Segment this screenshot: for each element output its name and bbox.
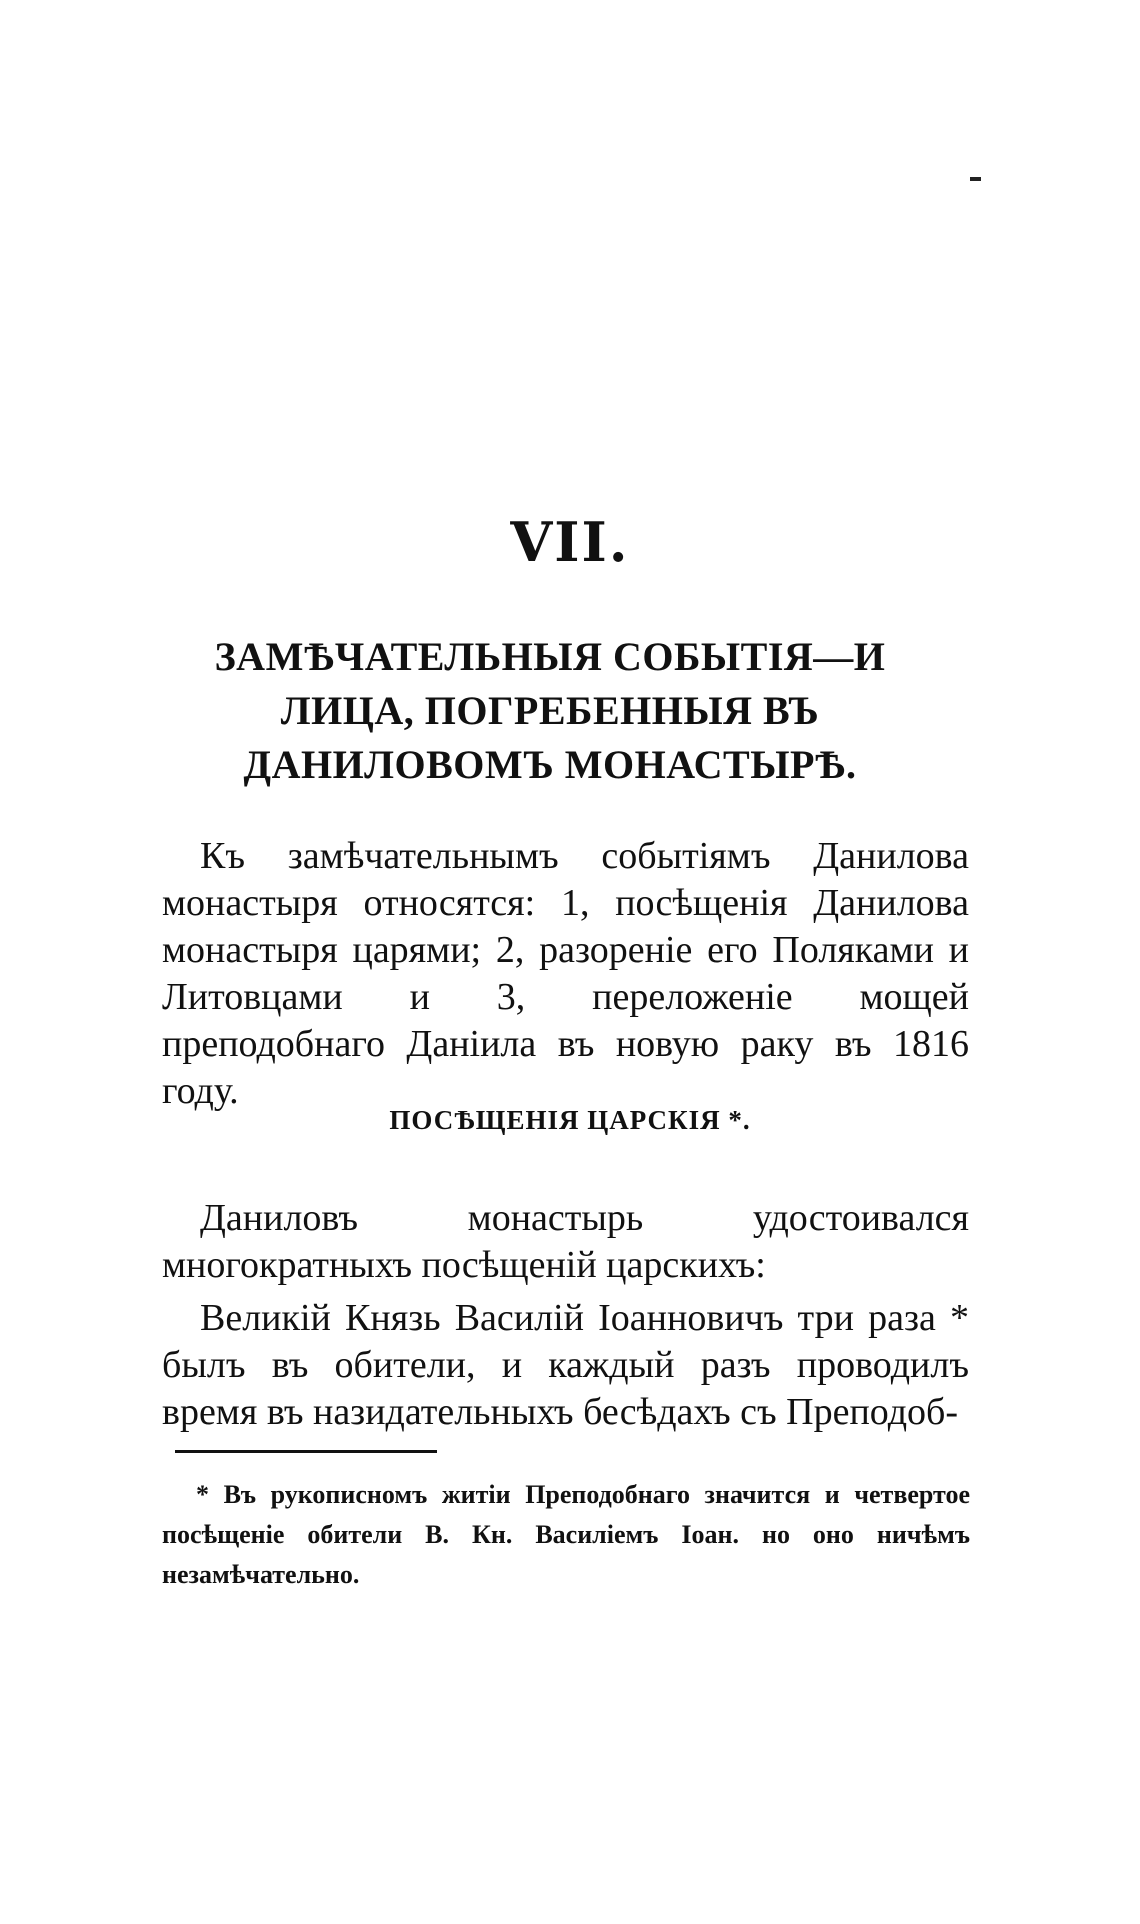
vasily-paragraph: Великій Князь Василій Іоанновичъ три раза * былъ въ обители, и каждый разъ проводилъ время въ назидательныхъ бесѣдахъ съ Преподоб-	[162, 1297, 969, 1433]
page-mark	[970, 177, 981, 181]
chapter-number: VII.	[510, 510, 630, 574]
intro-paragraph: Къ замѣчательнымъ событіямъ Данилова монастыря относятся: 1, посѣщенія Данилова монастыря царями; 2, разореніе его Поляками и Литовцами и 3, переложеніе мощей преподобнаго Даніила въ новую раку въ 1816 году.	[162, 835, 969, 1112]
footnote: * Въ рукописномъ житіи Преподобнаго значится и четвертое посѣщеніе обители В. Кн. Василіемъ Іоан. но оно ничѣмъ незамѣчательно.	[162, 1480, 970, 1589]
visits-paragraph: Даниловъ монастырь удостоивался многократныхъ посѣщеній царскихъ:	[162, 1197, 969, 1286]
section-heading: ПОСѢЩЕНІЯ ЦАРСКІЯ *.	[389, 1105, 751, 1135]
footnote-divider	[175, 1450, 437, 1453]
chapter-title: ЗАМѢЧАТЕЛЬНЫЯ СОБЫТІЯ—И ЛИЦА, ПОГРЕБЕННЫЯ ВЪ ДАНИЛОВОМЪ МОНАСТЫРѢ.	[214, 634, 886, 787]
